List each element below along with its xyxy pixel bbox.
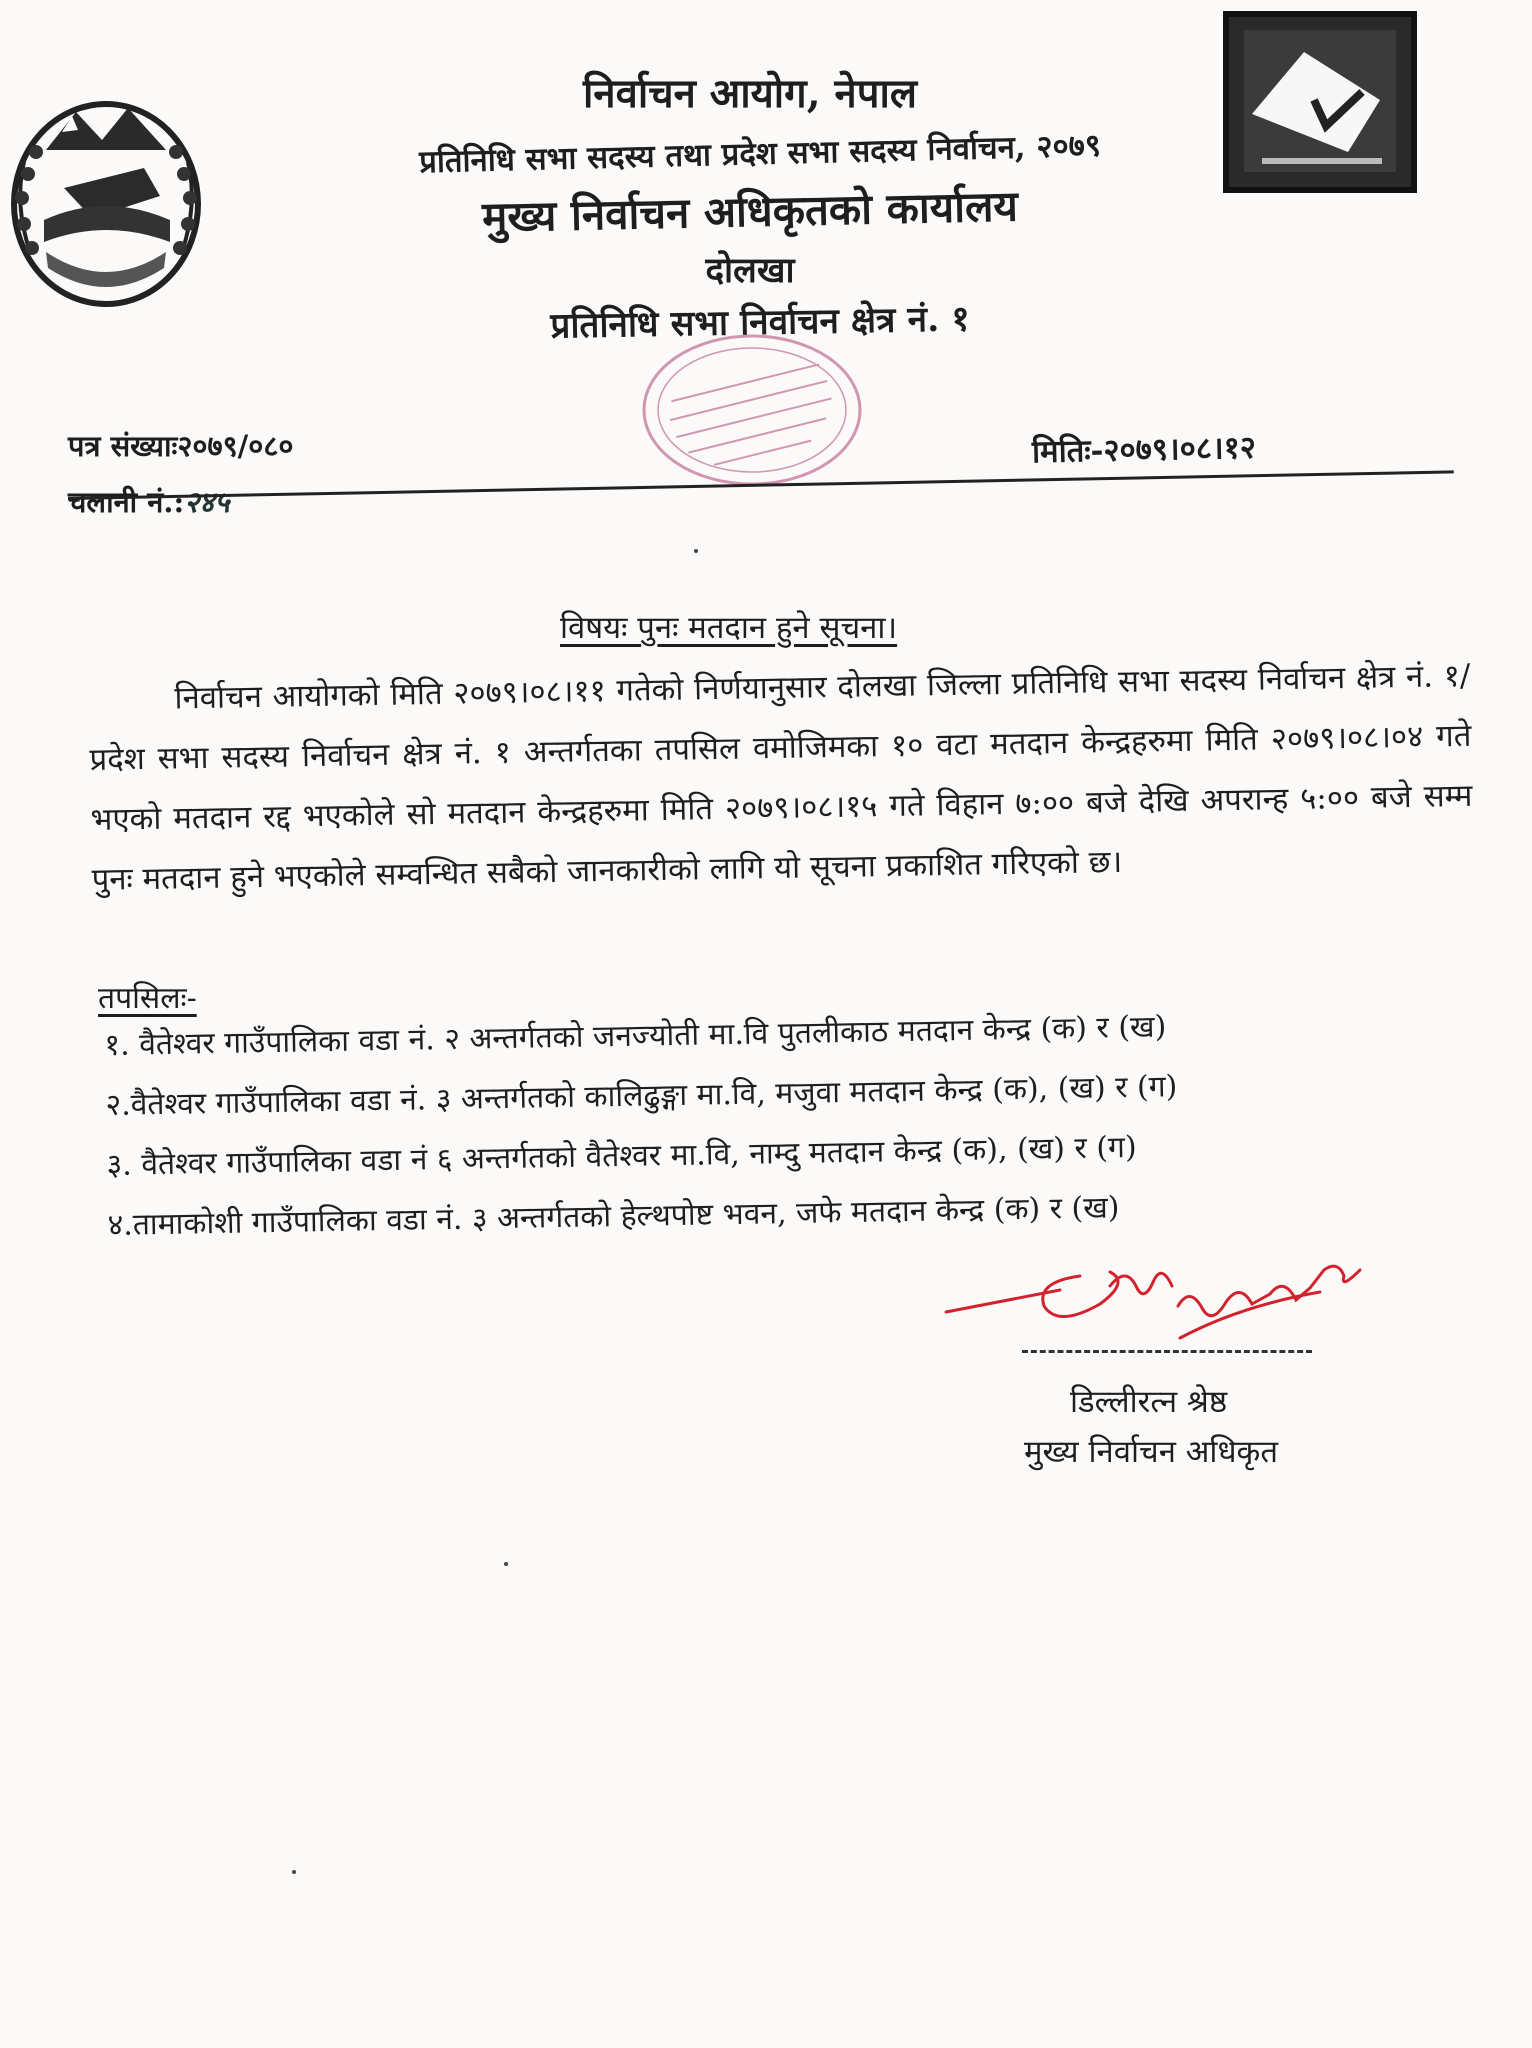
constituency-name: प्रतिनिधि सभा निर्वाचन क्षेत्र नं. १ <box>550 298 970 347</box>
signatory-name: डिल्लीरत्न श्रेष्ठ <box>1070 1384 1228 1420</box>
election-title: प्रतिनिधि सभा सदस्य तथा प्रदेश सभा सदस्य निर्वाचन, २०७९ <box>418 127 1102 181</box>
office-stamp-icon <box>632 330 872 500</box>
list-item: १. वैतेश्वर गाउँपालिका वडा नं. २ अन्तर्गतको जनज्योती मा.वि पुतलीकाठ मतदान केन्द्र (क) र (ख) <box>104 1009 1167 1063</box>
ballot-box-logo-icon <box>1222 8 1418 196</box>
subject-line: विषयः पुनः मतदान हुने सूचना। <box>560 610 898 646</box>
scan-speck <box>694 549 698 553</box>
details-heading: तपसिलः- <box>98 981 197 1016</box>
signatory-title: मुख्य निर्वाचन अधिकृत <box>1024 1434 1279 1470</box>
commission-name: निर्वाचन आयोग, नेपाल <box>583 70 917 117</box>
details-list <box>104 993 1448 1256</box>
scan-speck <box>504 1562 508 1566</box>
dispatch-line <box>68 474 294 530</box>
letter-date: मितिः-२०७९।०८।१२ <box>1031 429 1257 471</box>
dispatch-number: २४५ <box>184 485 230 519</box>
handwritten-signature-icon <box>940 1246 1380 1366</box>
list-item: ४.तामाकोशी गाउँपालिका वडा नं. ३ अन्तर्गतको हेल्थपोष्ट भवन, जफे मतदान केन्द्र (क) र (ख) <box>107 1190 1120 1243</box>
signature-line <box>1022 1350 1312 1353</box>
district-name: दोलखा <box>705 250 795 291</box>
dispatch-label: चलानी नं.: <box>68 485 185 519</box>
notice-body <box>88 646 1474 910</box>
scan-speck <box>292 1870 296 1874</box>
office-name: मुख्य निर्वाचन अधिकृतको कार्यालय <box>481 181 1019 242</box>
nepal-emblem-icon <box>6 92 206 312</box>
reference-block <box>68 418 294 530</box>
body-paragraph: निर्वाचन आयोगको मिति २०७९।०८।११ गतेको निर्णयानुसार दोलखा जिल्ला प्रतिनिधि सभा सदस्य निर्वाचन क्षेत्र नं. १/ प्रदेश सभा सदस्य निर्वाचन क्षेत्र नं. १ अन्तर्गतका तपसिल वमोजिमका १० वटा मतदान केन्द्रहरुमा मिति २०७९।०८।०४ गते भएको मतदान रद्द भएकोले सो मतदान केन्द्रहरुमा मिति २०७९।०८।१५ गते विहान ७:०० बजे देखि अपरान्ह ५:०० बजे सम्म पुनः मतदान हुने भएकोले सम्वन्धित सबैको जानकारीको लागि यो सूचना प्रकाशित गरिएको छ। <box>89 657 1473 898</box>
list-item: ३. वैतेश्वर गाउँपालिका वडा नं ६ अन्तर्गतको वैतेश्वर मा.वि, नाम्दु मतदान केन्द्र (क), (ख) र (ग) <box>106 1130 1137 1183</box>
letter-number: पत्र संख्याः२०७९/०८० <box>68 429 294 463</box>
list-item: २.वैतेश्वर गाउँपालिका वडा नं. ३ अन्तर्गतको कालिढुङ्गा मा.वि, मजुवा मतदान केन्द्र (क), (ख) र (ग) <box>105 1069 1178 1123</box>
